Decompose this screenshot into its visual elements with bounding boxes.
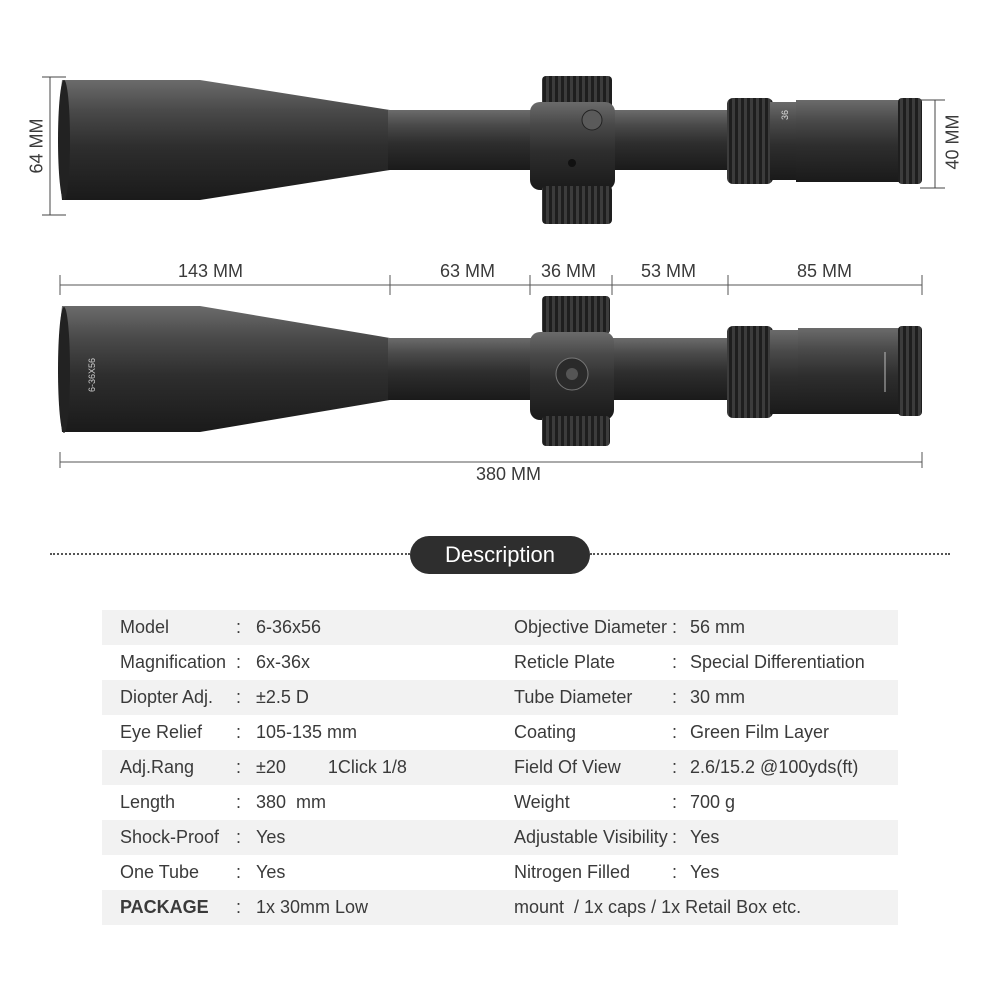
turret-saddle <box>530 102 615 190</box>
spec-label: Adjustable Visibility <box>514 820 672 855</box>
spec-value: Yes <box>690 862 720 882</box>
colon: : <box>236 750 256 785</box>
segment-2-label: 63 MM <box>440 261 496 281</box>
objective-bell <box>59 80 391 200</box>
adj-range-value: ±20 <box>256 757 286 777</box>
spec-label: Eye Relief <box>120 722 203 742</box>
package-value-b: mount / 1x caps / 1x Retail Box etc. <box>514 890 898 925</box>
spec-value: 380 mm <box>256 792 327 812</box>
model-print: 6-36X56 <box>87 357 97 392</box>
spec-label: Tube Diameter <box>514 680 672 715</box>
spec-row <box>102 680 898 715</box>
colon: : <box>672 820 690 855</box>
spec-row <box>102 610 898 645</box>
eyepiece-height-label: 40 MM <box>942 114 963 170</box>
spec-row <box>102 820 898 855</box>
colon: : <box>672 722 678 742</box>
spec-label: One Tube <box>120 862 200 882</box>
spec-value: 6-36x56 <box>256 610 514 645</box>
spec-value: Special Differentiation <box>690 652 865 672</box>
spec-row <box>102 645 898 680</box>
spec-value: Green Film Layer <box>690 722 830 742</box>
zoom-number: 36 <box>780 109 790 120</box>
segment-4-label: 53 MM <box>641 261 697 281</box>
spec-label: Adj.Rang <box>102 750 236 785</box>
spec-row <box>102 750 898 785</box>
spec-value: 30 mm <box>690 680 898 715</box>
spec-label: Objective Diameter <box>514 610 672 645</box>
spec-label: Coating <box>514 722 577 742</box>
colon: : <box>236 722 242 742</box>
spec-row <box>102 785 898 820</box>
eyepiece-top <box>798 328 902 414</box>
spec-value: 105-135 mm <box>256 722 358 742</box>
eyepiece <box>796 100 900 182</box>
objective-bell-top <box>59 306 391 432</box>
colon: : <box>672 680 690 715</box>
elevation-turret-top <box>542 296 610 334</box>
divider-left <box>50 553 410 555</box>
spec-label: Length <box>120 792 176 812</box>
click-value: 1Click 1/8 <box>327 757 407 777</box>
colon: : <box>236 820 256 855</box>
colon: : <box>236 792 242 812</box>
spec-value: Yes <box>256 862 286 882</box>
segment-5-label: 85 MM <box>797 261 853 281</box>
spec-label: Weight <box>514 792 570 812</box>
colon: : <box>672 652 678 672</box>
spec-value: Yes <box>256 820 514 855</box>
spec-value: 700 g <box>690 792 736 812</box>
colon: : <box>672 792 678 812</box>
windage-turret-top <box>542 416 610 446</box>
windage-turret <box>542 186 612 224</box>
segment-3-label: 36 MM <box>541 261 597 281</box>
colon: : <box>236 862 242 882</box>
description-heading: Description <box>410 536 590 574</box>
zoom-ring-top <box>727 326 773 418</box>
zoom-ring-knurl <box>727 98 773 184</box>
segment-1-label: 143 MM <box>178 261 244 281</box>
spec-label: Shock-Proof <box>102 820 236 855</box>
spec-label: Nitrogen Filled <box>514 862 631 882</box>
spec-table <box>102 610 898 925</box>
total-length-label: 380 MM <box>476 464 542 484</box>
spec-value: 56 mm <box>690 610 898 645</box>
colon: : <box>236 890 256 925</box>
spec-value: Yes <box>690 820 898 855</box>
spec-label: Magnification <box>120 652 227 672</box>
spec-value: 2.6/15.2 @100yds(ft) <box>690 750 898 785</box>
spec-label: Model <box>102 610 236 645</box>
package-label: PACKAGE <box>102 890 236 925</box>
colon: : <box>236 610 256 645</box>
divider-right <box>590 553 950 555</box>
spec-label: Diopter Adj. <box>102 680 236 715</box>
scope-top-view <box>0 292 1000 452</box>
spec-value: 6x-36x <box>256 652 311 672</box>
objective-height-label: 64 MM <box>26 118 47 174</box>
spec-label: Field Of View <box>514 750 672 785</box>
spec-value <box>256 750 514 785</box>
colon: : <box>672 610 690 645</box>
colon: : <box>236 652 242 672</box>
spec-value: ±2.5 D <box>256 680 514 715</box>
spec-row <box>102 855 898 890</box>
colon: : <box>672 862 678 882</box>
colon: : <box>236 680 256 715</box>
scope-side-view <box>0 60 1000 240</box>
spec-label: Reticle Plate <box>514 652 616 672</box>
colon: : <box>672 750 690 785</box>
package-row <box>102 890 898 925</box>
package-value-a: 1x 30mm Low <box>256 890 514 925</box>
spec-row <box>102 715 898 750</box>
